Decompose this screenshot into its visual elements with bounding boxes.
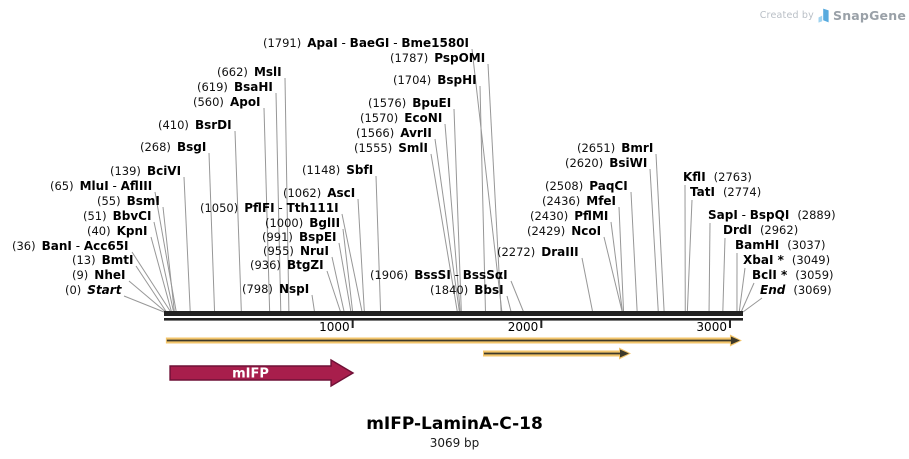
site-name: TatI	[690, 185, 715, 199]
site-name-separator: -	[450, 268, 463, 282]
site-name-separator: -	[737, 208, 750, 222]
site-position: (3059)	[795, 268, 834, 282]
site-position: (2651)	[577, 141, 616, 155]
site-label-bpuei	[368, 96, 451, 110]
site-name: Tth111I	[286, 201, 339, 215]
site-position: (2962)	[759, 223, 799, 237]
site-name-separator: -	[274, 201, 287, 215]
site-label-bani-acc65i	[12, 239, 129, 253]
site-name: BsmI	[126, 194, 160, 208]
site-position: (51)	[83, 209, 107, 223]
site-name: Bme1580I	[401, 36, 469, 50]
site-label-pflmi	[530, 209, 608, 223]
site-label-bsphi	[393, 73, 477, 87]
site-position: (3037)	[787, 238, 826, 252]
site-position: (2272)	[497, 245, 536, 259]
ruler-tick-label: 3000	[696, 320, 727, 334]
site-position: (619)	[197, 80, 228, 94]
site-name: BanI	[41, 239, 72, 253]
site-position: (65)	[50, 179, 74, 193]
site-label-bbvci	[83, 209, 151, 223]
plasmid-title: mIFP-LaminA-C-18	[366, 414, 543, 434]
site-name: BspHI	[437, 73, 477, 87]
site-name: SapI	[708, 208, 738, 222]
site-label-nhei	[72, 268, 126, 282]
site-position: (1791)	[263, 36, 302, 50]
site-position: (2620)	[565, 156, 604, 170]
site-position: (1906)	[370, 268, 409, 282]
site-position: (40)	[87, 224, 111, 238]
site-name: BtgZI	[286, 258, 324, 272]
site-label-drdi	[723, 223, 798, 237]
site-name: NspI	[278, 282, 310, 296]
site-label-apoi	[193, 95, 261, 109]
site-label-draiii	[497, 245, 579, 259]
site-name-separator: -	[71, 239, 84, 253]
site-label-btgzi	[250, 258, 324, 272]
site-name-separator: -	[389, 36, 402, 50]
site-name: SmlI	[398, 141, 428, 155]
site-name: PflMI	[574, 209, 609, 223]
site-label-bbsi	[430, 283, 504, 297]
site-name: MluI	[79, 179, 109, 193]
site-position: (1570)	[360, 111, 399, 125]
site-label-ncoi	[527, 224, 601, 238]
site-position: (1787)	[390, 51, 429, 65]
site-label-nrui	[263, 244, 329, 258]
site-label-bsrdi	[158, 118, 232, 132]
site-label-end	[760, 283, 832, 297]
site-position: (2508)	[545, 179, 584, 193]
site-name: BsrDI	[194, 118, 232, 132]
site-label-pspomi	[390, 51, 485, 65]
site-label-bmri	[577, 141, 653, 155]
site-label-kfli	[683, 170, 752, 184]
site-position: (991)	[262, 230, 293, 244]
site-label-xbai	[743, 253, 830, 267]
site-position: (9)	[72, 268, 89, 282]
site-position: (55)	[97, 194, 121, 208]
site-label-bglii	[265, 216, 340, 230]
site-position: (3049)	[791, 253, 831, 267]
ruler-tick-label: 2000	[507, 320, 539, 334]
site-position: (2763)	[713, 170, 752, 184]
site-position: (2889)	[797, 208, 836, 222]
site-name: PspOMI	[434, 51, 486, 65]
site-name: End	[760, 283, 786, 297]
cds-feature-label: mIFP	[232, 366, 269, 382]
site-label-bsmi	[97, 194, 160, 208]
site-label-start	[65, 283, 121, 297]
site-position: (0)	[65, 283, 82, 297]
site-label-sapi-bspqi	[708, 208, 836, 222]
snapgene-logo-icon	[818, 8, 829, 23]
site-label-bcivi	[110, 164, 181, 178]
site-name: DrdI	[723, 223, 752, 237]
site-label-bsiwi	[565, 156, 647, 170]
site-position: (560)	[193, 95, 224, 109]
site-position: (1148)	[302, 163, 341, 177]
site-position: (1000)	[265, 216, 304, 230]
site-name: KflI	[683, 170, 706, 184]
site-name: KpnI	[116, 224, 148, 238]
site-name: MslI	[253, 65, 282, 79]
site-name: BsiWI	[609, 156, 648, 170]
site-position: (798)	[242, 282, 273, 296]
site-name: EcoNI	[404, 111, 443, 125]
site-name: AflIII	[120, 179, 153, 193]
site-label-pflfi-tth111i	[200, 201, 339, 215]
site-name: ApaI	[307, 36, 338, 50]
site-name-separator: -	[108, 179, 121, 193]
site-position: (1576)	[368, 96, 407, 110]
site-label-avrii	[356, 126, 432, 140]
site-name: BspEI	[298, 230, 337, 244]
site-name: Acc65I	[83, 239, 129, 253]
site-position: (1062)	[283, 186, 322, 200]
site-name: NheI	[94, 268, 126, 282]
site-name: BsaHI	[233, 80, 273, 94]
plasmid-length: 3069 bp	[429, 436, 480, 450]
site-position: (13)	[72, 253, 96, 267]
site-name: BspQI	[749, 208, 790, 222]
site-name: ApoI	[229, 95, 261, 109]
site-position: (1704)	[393, 73, 432, 87]
site-label-econi	[360, 111, 442, 125]
site-name: BmrI	[621, 141, 654, 155]
site-position: (268)	[140, 140, 171, 154]
site-name: BssSαI	[462, 268, 508, 282]
snapgene-brand-text: SnapGene	[833, 8, 906, 23]
site-position: (2429)	[527, 224, 566, 238]
site-label-bmti	[72, 253, 133, 267]
site-label-mfei	[542, 194, 616, 208]
site-label-bsssi-bsssαi	[370, 268, 508, 282]
site-position: (1840)	[430, 283, 469, 297]
site-label-apai-baegi-bme1580i	[263, 36, 469, 50]
snapgene-watermark	[760, 8, 906, 23]
site-label-bspei	[262, 230, 336, 244]
site-name: BaeGI	[349, 36, 390, 50]
site-name: Start	[87, 283, 122, 297]
site-name: BamHI	[735, 238, 780, 252]
site-label-asci	[283, 186, 355, 200]
site-name: BciVI	[146, 164, 182, 178]
site-name: BbvCI	[112, 209, 152, 223]
site-name: MfeI	[586, 194, 617, 208]
site-name: PflFI	[244, 201, 275, 215]
site-position: (2430)	[530, 209, 569, 223]
site-name: BpuEI	[412, 96, 452, 110]
site-name: SbfI	[346, 163, 374, 177]
site-name: AvrII	[400, 126, 432, 140]
site-name: BglII	[309, 216, 341, 230]
site-name: DraIII	[541, 245, 579, 259]
site-label-bsahi	[197, 80, 273, 94]
site-position: (955)	[263, 244, 294, 258]
site-label-msli	[217, 65, 282, 79]
site-label-mlui-afliii	[50, 179, 152, 193]
ruler-tick-label: 1000	[319, 320, 350, 334]
site-name: BssSI	[414, 268, 451, 282]
site-position: (2436)	[542, 194, 581, 208]
site-name: PaqCI	[589, 179, 628, 193]
site-position: (36)	[12, 239, 36, 253]
site-label-bcli	[752, 268, 834, 282]
site-label-nspi	[242, 282, 309, 296]
site-position: (410)	[158, 118, 189, 132]
site-name: BbsI	[474, 283, 504, 297]
site-label-tati	[690, 185, 761, 199]
site-name: AscI	[327, 186, 356, 200]
site-name: BmtI	[101, 253, 134, 267]
site-name-separator: -	[337, 36, 350, 50]
site-position: (1050)	[200, 201, 239, 215]
site-name: BclI *	[752, 268, 788, 282]
site-name: BsgI	[176, 140, 207, 154]
site-name: NcoI	[571, 224, 602, 238]
site-name: NruI	[299, 244, 329, 258]
site-label-paqci	[545, 179, 628, 193]
site-label-kpni	[87, 224, 148, 238]
site-label-smli	[354, 141, 428, 155]
site-position: (2774)	[722, 185, 762, 199]
site-label-sbfi	[302, 163, 373, 177]
site-label-bamhi	[735, 238, 826, 252]
title-block	[0, 414, 909, 450]
site-label-bsgi	[140, 140, 206, 154]
site-name: XbaI *	[743, 253, 784, 267]
site-position: (1566)	[356, 126, 395, 140]
site-position: (139)	[110, 164, 141, 178]
site-position: (662)	[217, 65, 248, 79]
site-position: (936)	[250, 258, 281, 272]
site-position: (1555)	[354, 141, 393, 155]
site-position: (3069)	[793, 283, 832, 297]
created-by-text: Created by	[759, 10, 814, 21]
